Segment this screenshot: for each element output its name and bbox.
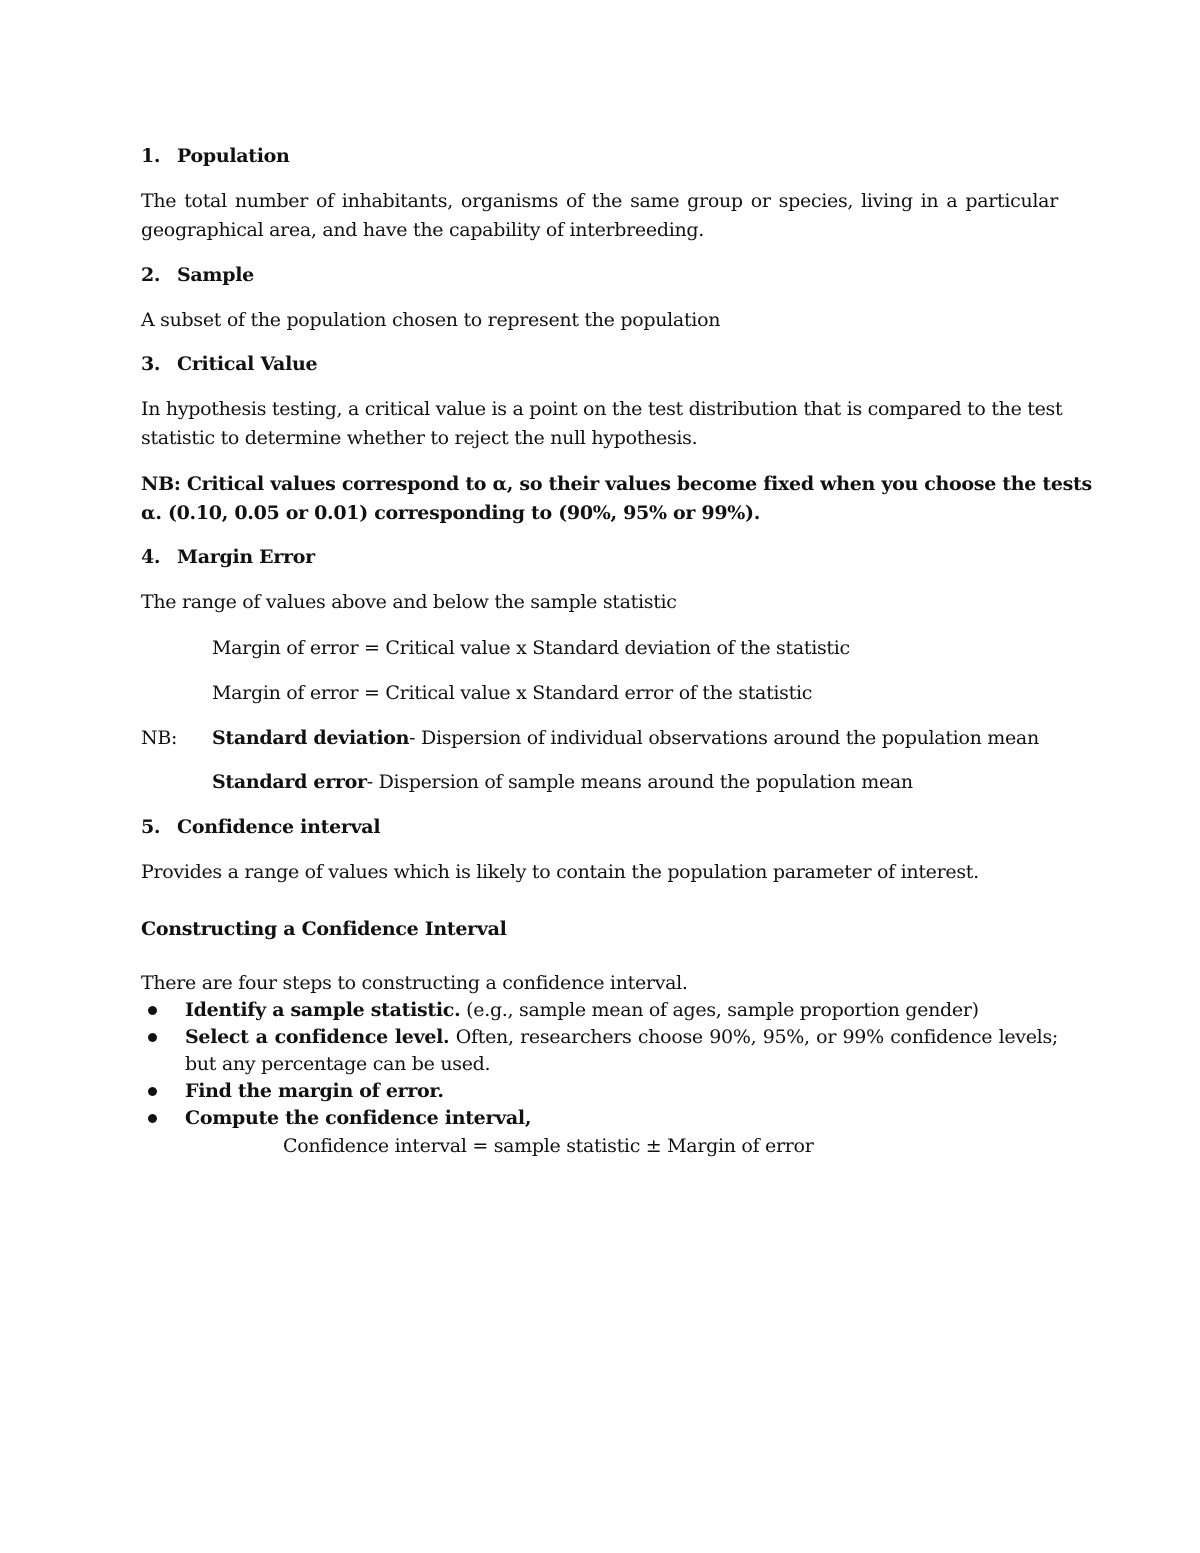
section-number: 1. [141,145,161,167]
standard-error-definition: - Dispersion of sample means around the population mean [366,771,913,793]
critical-value-nb-line-1: NB: Critical values correspond to α, so their values become fixed when you choose the tests [141,473,1092,495]
list-item-text: (e.g., sample mean of ages, sample proportion gender) [460,999,979,1021]
list-item-bold: Select a confidence level. [185,1026,450,1048]
section-number: 5. [141,816,161,838]
list-item-continuation: but any percentage can be used. [185,1053,491,1075]
list-item-bold: Find the margin of error. [185,1080,444,1102]
section-title: Population [177,145,290,167]
list-item [185,1104,531,1132]
standard-deviation-definition: - Dispersion of individual observations around the population mean [409,727,1039,749]
section-title: Confidence interval [177,816,381,838]
critical-value-definition-line-1: In hypothesis testing, a critical value is a point on the test distribution that is compared to the test [141,398,1063,420]
margin-error-definition: The range of values above and below the sample statistic [141,591,677,613]
section-title: Margin Error [177,546,315,568]
list-item [185,1023,1058,1051]
standard-deviation-note [212,724,1039,752]
margin-error-formula-1: Margin of error = Critical value x Standard deviation of the statistic [212,637,850,659]
constructing-heading: Constructing a Confidence Interval [141,918,507,940]
critical-value-nb-line-2: α. (0.10, 0.05 or 0.01) corresponding to (90%, 95% or 99%). [141,502,761,524]
bullet-icon [148,1114,157,1123]
section-number: 3. [141,353,161,375]
section-number: 2. [141,264,161,286]
critical-value-definition-line-2: statistic to determine whether to reject the null hypothesis. [141,427,698,449]
population-definition-line-2: geographical area, and have the capability of interbreeding. [141,219,705,241]
list-item [185,1077,444,1105]
section-title: Critical Value [177,353,318,375]
list-item-text: Often, researchers choose 90%, 95%, or 99% confidence levels; [449,1026,1058,1048]
population-definition-line-1: The total number of inhabitants, organisms of the same group or species, living in a particular [141,190,1058,212]
list-item [185,996,979,1024]
list-item-bold: Identify a sample statistic. [185,999,461,1021]
constructing-intro: There are four steps to constructing a confidence interval. [141,972,688,994]
bullet-icon [148,1033,157,1042]
confidence-interval-formula: Confidence interval = sample statistic ± Margin of error [283,1135,814,1157]
section-number: 4. [141,546,161,568]
confidence-interval-definition: Provides a range of values which is likely to contain the population parameter of interest. [141,861,979,883]
list-item-bold: Compute the confidence interval, [185,1107,532,1129]
standard-error-note [212,768,913,796]
bullet-icon [148,1006,157,1015]
sample-definition: A subset of the population chosen to represent the population [141,309,721,331]
bullet-icon [148,1087,157,1096]
standard-deviation-term: Standard deviation [212,727,410,749]
nb-label: NB: [141,727,178,749]
standard-error-term: Standard error [212,771,367,793]
section-title: Sample [177,264,254,286]
margin-error-formula-2: Margin of error = Critical value x Standard error of the statistic [212,682,813,704]
